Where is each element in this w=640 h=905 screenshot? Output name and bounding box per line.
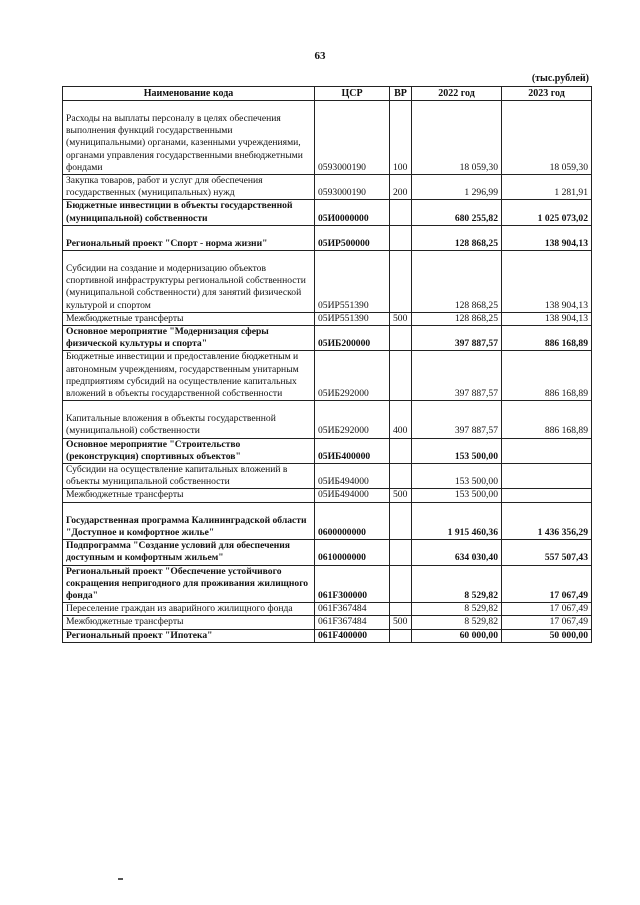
row-csr-cell: 061F400000 bbox=[315, 629, 390, 642]
row-2022-cell: 128 868,25 bbox=[412, 251, 502, 313]
row-vr-cell bbox=[390, 200, 412, 225]
table-row bbox=[63, 225, 592, 250]
row-name-cell: Основное мероприятие "Модернизация сферы физической культуры и спорта" bbox=[63, 326, 315, 351]
row-vr-cell bbox=[390, 540, 412, 565]
table-row bbox=[63, 603, 592, 616]
row-csr-cell: 05ИБ200000 bbox=[315, 326, 390, 351]
row-csr-cell: 05ИР551390 bbox=[315, 251, 390, 313]
row-csr-cell: 05ИБ494000 bbox=[315, 464, 390, 489]
row-name-cell: Капитальные вложения в объекты государственной (муниципальной) собственности bbox=[63, 401, 315, 438]
row-2023-cell: 18 059,30 bbox=[502, 101, 592, 175]
units-label: (тыс.рублей) bbox=[531, 73, 589, 84]
table-row bbox=[63, 351, 592, 401]
header-csr: ЦСР bbox=[315, 87, 390, 101]
header-vr: ВР bbox=[390, 87, 412, 101]
row-name-cell: Расходы на выплаты персоналу в целях обеспечения выполнения функций государственными (муниципальными) органами, казенными учреждениями, органами управления государственными внебюджетными фондами bbox=[63, 101, 315, 175]
row-2023-cell: 17 067,49 bbox=[502, 616, 592, 629]
row-name-cell: Межбюджетные трансферты bbox=[63, 489, 315, 502]
table-row bbox=[63, 502, 592, 539]
header-name: Наименование кода bbox=[63, 87, 315, 101]
row-2022-cell: 1 296,99 bbox=[412, 175, 502, 200]
table-row bbox=[63, 101, 592, 175]
row-csr-cell: 05ИБ494000 bbox=[315, 489, 390, 502]
table-row bbox=[63, 616, 592, 629]
row-2022-cell: 397 887,57 bbox=[412, 351, 502, 401]
table-row bbox=[63, 540, 592, 565]
row-name-cell: Межбюджетные трансферты bbox=[63, 312, 315, 325]
row-vr-cell: 200 bbox=[390, 175, 412, 200]
row-csr-cell: 05И0000000 bbox=[315, 200, 390, 225]
row-csr-cell: 061F367484 bbox=[315, 616, 390, 629]
row-name-cell: Переселение граждан из аварийного жилищного фонда bbox=[63, 603, 315, 616]
row-2023-cell: 138 904,13 bbox=[502, 225, 592, 250]
row-2022-cell: 128 868,25 bbox=[412, 225, 502, 250]
row-2023-cell bbox=[502, 464, 592, 489]
row-vr-cell bbox=[390, 225, 412, 250]
row-name-cell: Бюджетные инвестиции в объекты государственной (муниципальной) собственности bbox=[63, 200, 315, 225]
row-2023-cell: 17 067,49 bbox=[502, 603, 592, 616]
row-2022-cell: 128 868,25 bbox=[412, 312, 502, 325]
row-2023-cell: 1 281,91 bbox=[502, 175, 592, 200]
row-2023-cell bbox=[502, 489, 592, 502]
row-2023-cell: 1 025 073,02 bbox=[502, 200, 592, 225]
row-vr-cell: 500 bbox=[390, 312, 412, 325]
table-row bbox=[63, 401, 592, 438]
row-vr-cell bbox=[390, 326, 412, 351]
row-name-cell: Межбюджетные трансферты bbox=[63, 616, 315, 629]
row-2022-cell: 1 915 460,36 bbox=[412, 502, 502, 539]
row-2022-cell: 153 500,00 bbox=[412, 464, 502, 489]
budget-table bbox=[62, 86, 592, 643]
table-row bbox=[63, 326, 592, 351]
row-name-cell: Региональный проект "Обеспечение устойчивого сокращения непригодного для проживания жилищного фонда" bbox=[63, 565, 315, 603]
row-name-cell: Региональный проект "Ипотека" bbox=[63, 629, 315, 642]
row-name-cell: Закупка товаров, работ и услуг для обеспечения государственных (муниципальных) нужд bbox=[63, 175, 315, 200]
row-vr-cell bbox=[390, 351, 412, 401]
row-2023-cell: 1 436 356,29 bbox=[502, 502, 592, 539]
row-csr-cell: 061F300000 bbox=[315, 565, 390, 603]
row-vr-cell bbox=[390, 464, 412, 489]
row-csr-cell: 05ИБ292000 bbox=[315, 351, 390, 401]
table-row bbox=[63, 251, 592, 313]
row-2022-cell: 153 500,00 bbox=[412, 438, 502, 463]
row-2023-cell: 138 904,13 bbox=[502, 251, 592, 313]
scan-mark bbox=[118, 878, 123, 880]
row-name-cell: Основное мероприятие "Строительство (реконструкция) спортивных объектов" bbox=[63, 438, 315, 463]
row-2023-cell: 557 507,43 bbox=[502, 540, 592, 565]
row-vr-cell: 500 bbox=[390, 489, 412, 502]
table-row bbox=[63, 438, 592, 463]
row-name-cell: Региональный проект "Спорт - норма жизни" bbox=[63, 225, 315, 250]
row-csr-cell: 05ИБ400000 bbox=[315, 438, 390, 463]
table-row bbox=[63, 629, 592, 642]
row-name-cell: Государственная программа Калининградской области "Доступное и комфортное жилье" bbox=[63, 502, 315, 539]
row-2023-cell: 50 000,00 bbox=[502, 629, 592, 642]
row-2022-cell: 397 887,57 bbox=[412, 401, 502, 438]
table-header-row bbox=[63, 87, 592, 101]
row-2022-cell: 634 030,40 bbox=[412, 540, 502, 565]
row-2022-cell: 8 529,82 bbox=[412, 616, 502, 629]
row-2023-cell: 886 168,89 bbox=[502, 401, 592, 438]
row-2022-cell: 680 255,82 bbox=[412, 200, 502, 225]
row-csr-cell: 0593000190 bbox=[315, 175, 390, 200]
row-vr-cell: 400 bbox=[390, 401, 412, 438]
row-csr-cell: 0593000190 bbox=[315, 101, 390, 175]
row-vr-cell bbox=[390, 438, 412, 463]
row-vr-cell: 100 bbox=[390, 101, 412, 175]
row-vr-cell bbox=[390, 603, 412, 616]
row-2022-cell: 397 887,57 bbox=[412, 326, 502, 351]
row-2023-cell: 886 168,89 bbox=[502, 326, 592, 351]
row-vr-cell: 500 bbox=[390, 616, 412, 629]
row-csr-cell: 05ИБ292000 bbox=[315, 401, 390, 438]
table-row bbox=[63, 464, 592, 489]
table-row bbox=[63, 200, 592, 225]
row-2022-cell: 60 000,00 bbox=[412, 629, 502, 642]
row-name-cell: Бюджетные инвестиции и предоставление бюджетным и автономным учреждениям, государственным унитарным предприятиям субсидий на осуществление капитальных вложений в объекты государственной собственности bbox=[63, 351, 315, 401]
row-2023-cell bbox=[502, 438, 592, 463]
header-2023: 2023 год bbox=[502, 87, 592, 101]
row-vr-cell bbox=[390, 502, 412, 539]
row-2022-cell: 8 529,82 bbox=[412, 603, 502, 616]
row-vr-cell bbox=[390, 565, 412, 603]
header-2022: 2022 год bbox=[412, 87, 502, 101]
row-vr-cell bbox=[390, 629, 412, 642]
row-2023-cell: 138 904,13 bbox=[502, 312, 592, 325]
row-vr-cell bbox=[390, 251, 412, 313]
table-body bbox=[63, 101, 592, 643]
row-name-cell: Подпрограмма "Создание условий для обеспечения доступным и комфортным жильем" bbox=[63, 540, 315, 565]
row-csr-cell: 0600000000 bbox=[315, 502, 390, 539]
table-row bbox=[63, 175, 592, 200]
page-number: 63 bbox=[314, 50, 326, 62]
table-row bbox=[63, 489, 592, 502]
table-row bbox=[63, 565, 592, 603]
row-csr-cell: 061F367484 bbox=[315, 603, 390, 616]
table-row bbox=[63, 312, 592, 325]
row-2022-cell: 8 529,82 bbox=[412, 565, 502, 603]
row-csr-cell: 0610000000 bbox=[315, 540, 390, 565]
row-2022-cell: 153 500,00 bbox=[412, 489, 502, 502]
row-2022-cell: 18 059,30 bbox=[412, 101, 502, 175]
row-2023-cell: 886 168,89 bbox=[502, 351, 592, 401]
row-csr-cell: 05ИР551390 bbox=[315, 312, 390, 325]
row-2023-cell: 17 067,49 bbox=[502, 565, 592, 603]
row-csr-cell: 05ИР500000 bbox=[315, 225, 390, 250]
row-name-cell: Субсидии на осуществление капитальных вложений в объекты муниципальной собственности bbox=[63, 464, 315, 489]
row-name-cell: Субсидии на создание и модернизацию объектов спортивной инфраструктуры региональной собственности (муниципальной собственности) для занятий физической культурой и спортом bbox=[63, 251, 315, 313]
